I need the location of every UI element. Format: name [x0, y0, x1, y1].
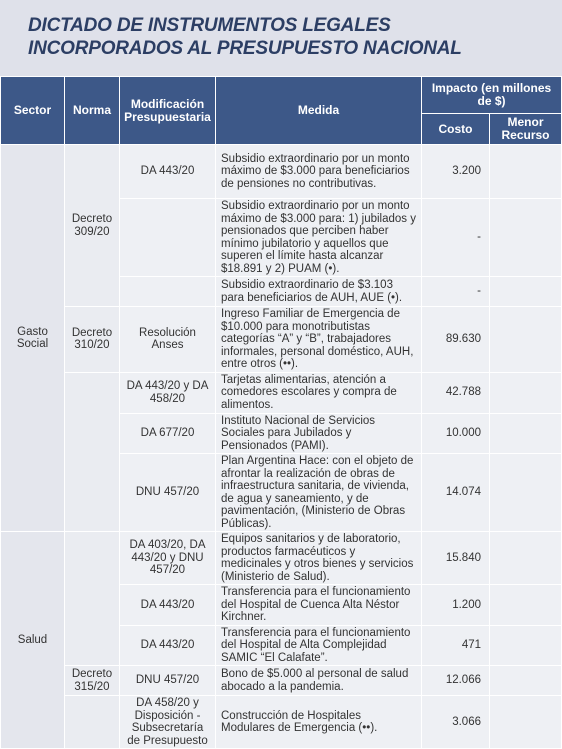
sector-cell: Gasto Social: [1, 145, 65, 532]
menor-recurso-cell: [490, 696, 562, 749]
costo-cell: 12.066: [422, 666, 490, 696]
costo-cell: 89.630: [422, 307, 490, 373]
modificacion-cell: [120, 277, 216, 307]
page-title: DICTADO DE INSTRUMENTOS LEGALES INCORPORADOS AL PRESUPUESTO NACIONAL: [28, 15, 462, 59]
menor-recurso-cell: [490, 277, 562, 307]
modificacion-cell: DA 403/20, DA 443/20 y DNU 457/20: [120, 532, 216, 585]
header-modificacion: Modificación Presupuestaria: [120, 77, 216, 145]
medida-cell: Instituto Nacional de Servicios Sociales para Jubilados y Pensionados (PAMI).: [216, 413, 422, 454]
costo-cell: 1.200: [422, 585, 490, 626]
menor-recurso-cell: [490, 532, 562, 585]
menor-recurso-cell: [490, 625, 562, 666]
costo-cell: 3.066: [422, 696, 490, 749]
menor-recurso-cell: [490, 372, 562, 413]
modificacion-cell: DNU 457/20: [120, 666, 216, 696]
menor-recurso-cell: [490, 145, 562, 199]
modificacion-cell: DA 677/20: [120, 413, 216, 454]
table-row: [1, 666, 562, 696]
norma-cell: Decreto 309/20: [65, 145, 120, 307]
table-row: [1, 307, 562, 373]
header-menor-recurso: Menor Recurso: [490, 114, 562, 145]
modificacion-cell: DA 443/20 y DA 458/20: [120, 372, 216, 413]
title-block: [0, 0, 561, 72]
costo-cell: 471: [422, 625, 490, 666]
costo-cell: 10.000: [422, 413, 490, 454]
norma-cell: Decreto 315/20: [65, 666, 120, 696]
norma-cell: [65, 696, 120, 749]
norma-cell: [65, 532, 120, 666]
table-row: [1, 145, 562, 199]
costo-cell: 14.074: [422, 454, 490, 532]
costo-cell: 42.788: [422, 372, 490, 413]
menor-recurso-cell: [490, 199, 562, 277]
budget-table: [0, 76, 562, 749]
modificacion-cell: Resolución Anses: [120, 307, 216, 373]
medida-cell: Subsidio extraordinario de $3.103 para beneficiarios de AUH, AUE (•).: [216, 277, 422, 307]
header-costo: Costo: [422, 114, 490, 145]
menor-recurso-cell: [490, 585, 562, 626]
header-impacto: Impacto (en millones de $): [422, 77, 562, 114]
norma-cell: Decreto 310/20: [65, 307, 120, 373]
medida-cell: Transferencia para el funcionamiento del Hospital de Cuenca Alta Néstor Kirchner.: [216, 585, 422, 626]
header-norma: Norma: [65, 77, 120, 145]
header-sector: Sector: [1, 77, 65, 145]
medida-cell: Subsidio extraordinario por un monto máximo de $3.000 para: 1) jubilados y pensionados que perciben haber mínimo jubilatorio y aquellos que superen el límite hasta alcanzar $18.891 y 2) PUAM (•).: [216, 199, 422, 277]
modificacion-cell: DA 443/20: [120, 145, 216, 199]
norma-cell: [65, 372, 120, 532]
medida-cell: Transferencia para el funcionamiento del Hospital de Alta Complejidad SAMIC “El Calafate”.: [216, 625, 422, 666]
table-row: [1, 372, 562, 413]
table-row: [1, 696, 562, 749]
modificacion-cell: DA 443/20: [120, 625, 216, 666]
modificacion-cell: DA 443/20: [120, 585, 216, 626]
costo-cell: 3.200: [422, 145, 490, 199]
medida-cell: Construcción de Hospitales Modulares de Emergencia (••).: [216, 696, 422, 749]
medida-cell: Subsidio extraordinario por un monto máximo de $3.000 para beneficiarios de pensiones no contributivas.: [216, 145, 422, 199]
costo-cell: 15.840: [422, 532, 490, 585]
header-medida: Medida: [216, 77, 422, 145]
costo-cell: -: [422, 277, 490, 307]
table-header: [1, 77, 562, 145]
menor-recurso-cell: [490, 413, 562, 454]
table-row: [1, 532, 562, 585]
menor-recurso-cell: [490, 666, 562, 696]
medida-cell: Ingreso Familiar de Emergencia de $10.000 para monotributistas categorías “A” y “B”, trabajadores informales, personal doméstico, AUH, entre otros (••).: [216, 307, 422, 373]
menor-recurso-cell: [490, 454, 562, 532]
costo-cell: -: [422, 199, 490, 277]
sector-cell: Salud: [1, 532, 65, 749]
menor-recurso-cell: [490, 307, 562, 373]
modificacion-cell: [120, 199, 216, 277]
medida-cell: Plan Argentina Hace: con el objeto de afrontar la realización de obras de infraestructura sanitaria, de vivienda, de agua y saneamiento, y de pavimentación, (Ministerio de Obras Públicas).: [216, 454, 422, 532]
medida-cell: Tarjetas alimentarias, atención a comedores escolares y compra de alimentos.: [216, 372, 422, 413]
medida-cell: Equipos sanitarios y de laboratorio, productos farmacéuticos y medicinales y otros bienes y servicios (Ministerio de Salud).: [216, 532, 422, 585]
medida-cell: Bono de $5.000 al personal de salud abocado a la pandemia.: [216, 666, 422, 696]
modificacion-cell: DA 458/20 y Disposición - Subsecretaría de Presupuesto: [120, 696, 216, 749]
modificacion-cell: DNU 457/20: [120, 454, 216, 532]
